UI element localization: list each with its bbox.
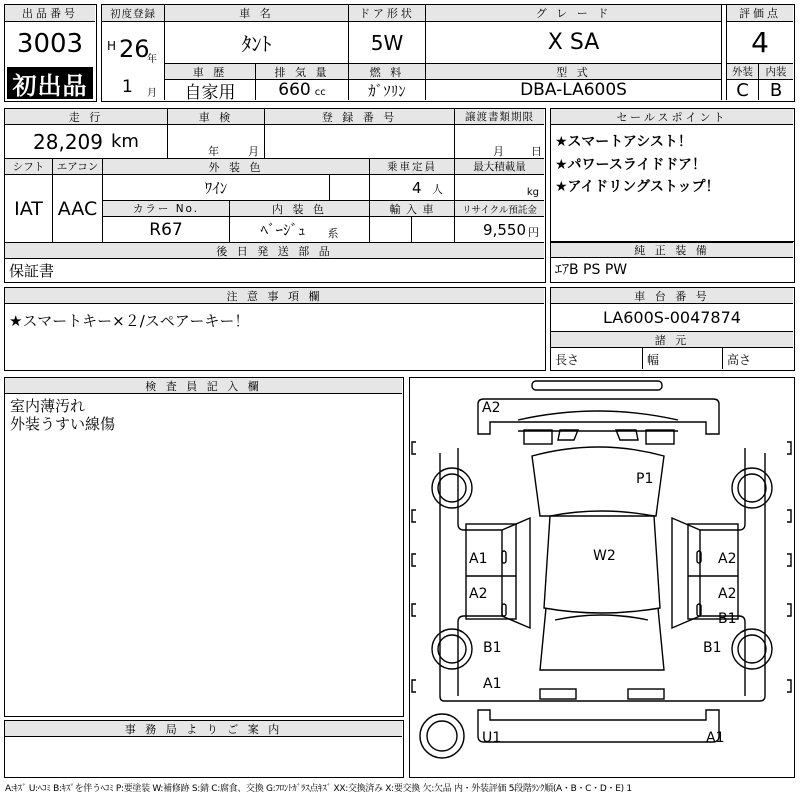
bracket [787, 442, 791, 454]
notes-label: 注 意 事 項 欄 [5, 288, 544, 304]
exterior-color: ﾜｲﾝ [103, 175, 330, 201]
office-box [4, 720, 404, 778]
left-door-panel [466, 524, 516, 619]
transfer-month-unit: 月 [493, 145, 504, 158]
mark-right-rear-door-2: B1 [703, 640, 722, 656]
right-b-pillar [672, 588, 700, 628]
mark-front-bumper: A2 [482, 400, 501, 416]
sales-point: ★スマートアシスト！ [555, 134, 692, 150]
details-box [4, 108, 546, 283]
car-diagram [410, 378, 793, 776]
bracket [787, 604, 791, 616]
right-door-panel [688, 524, 738, 619]
bracket [787, 510, 791, 522]
right-a-pillar [672, 518, 700, 588]
headlight-left [524, 430, 552, 444]
mileage-label: 走 行 [5, 109, 168, 125]
notes-box [4, 287, 546, 371]
fuel-label: 燃 料 [349, 64, 426, 80]
recycle-deposit [455, 217, 544, 243]
max-load [455, 175, 544, 201]
shift: IAT [5, 175, 53, 243]
import-box-1 [370, 217, 412, 243]
door-handle [697, 604, 701, 616]
door-handle [502, 604, 506, 616]
interior-score: B [769, 80, 783, 100]
inspector-note: 室内薄汚れ [10, 397, 86, 415]
mileage [5, 125, 168, 159]
bracket [412, 442, 416, 454]
bracket [412, 554, 416, 566]
interior-color-value: ﾍﾞｰｼﾞｭ [260, 221, 306, 239]
lot-number: 3003 [16, 29, 84, 59]
equipment-label: 純 正 装 備 [551, 242, 793, 258]
registration-month: 1 [122, 77, 133, 97]
score-label: 評価点 [726, 5, 793, 22]
interior-color-label: 内 装 色 [230, 201, 370, 217]
interior-color-unit: 系 [327, 226, 339, 240]
first-registration-month [102, 64, 165, 100]
bracket [412, 510, 416, 522]
bracket [412, 680, 416, 692]
inspector-notes [10, 397, 115, 433]
door-handle [697, 551, 701, 563]
car-name-label: 車 名 [165, 5, 349, 22]
vehicle-history: 自家用 [165, 80, 256, 100]
bracket [412, 604, 416, 616]
first-registration-year [102, 22, 165, 64]
inspection-label: 車 検 [168, 109, 265, 125]
year-unit: 年 [147, 54, 157, 64]
air-conditioner: AAC [53, 175, 103, 243]
lot-number-box [4, 4, 97, 102]
first-registration-label: 初度登録 [102, 5, 165, 22]
rear-glass [540, 608, 664, 670]
max-load-unit: kg [526, 187, 539, 198]
sales-points-list [555, 131, 719, 199]
mark-right-front-fender: A2 [718, 551, 737, 567]
capacity-label: 乗車定員 [370, 159, 455, 175]
length-label: 長さ [551, 348, 643, 369]
sales-point: ★パワースライドドア！ [555, 156, 707, 173]
shift-label: シフト [5, 159, 53, 175]
parts-to-ship: 保証書 [9, 261, 55, 280]
notes: ★スマートキー×２/スペアーキー！ [9, 312, 250, 330]
recycle-deposit-label: リサイクル預託金 [455, 201, 544, 217]
capacity-unit: 人 [432, 183, 443, 196]
displacement-value: 660 [278, 80, 311, 100]
registration-number-label: 登 録 番 号 [265, 109, 455, 125]
month-unit: 月 [147, 88, 157, 99]
body-outline [440, 453, 765, 701]
max-load-label: 最大積載量 [455, 159, 544, 175]
vehicle-header-box [101, 4, 795, 102]
mark-left-rear-door: B1 [483, 640, 502, 656]
mileage-value: 28,209 [33, 129, 103, 154]
legend: A:ｷｽﾞ U:ﾍｺﾐ B:ｷｽﾞを伴うﾍｺﾐ P:要塗装 W:補修跡 S:錆 C:腐食、交換 G:ﾌﾛﾝﾄｶﾞﾗｽ点ｷｽﾞ XX:交換済み X:要交換 欠:欠品 内・外装評価 5段階ﾗﾝｸ順(A・B・C・D・E) 1 [5, 784, 632, 794]
exterior-score: C [726, 80, 759, 100]
rear-bumper-shape [478, 710, 719, 742]
rear-glass-line [555, 615, 648, 620]
office-label: 事 務 局 よ り ご 案 内 [5, 721, 402, 737]
inspector-note: 外装うすい線傷 [10, 415, 116, 433]
fuel: ｶﾞｿﾘﾝ [349, 80, 426, 100]
transfer-deadline [455, 125, 544, 159]
car-name: ﾀﾝﾄ [165, 22, 349, 64]
door-label: ドア形状 [349, 5, 426, 22]
interior-score-label: 内装 [759, 64, 793, 80]
inspector-label: 検 査 員 記 入 欄 [5, 378, 402, 394]
equipment-box [550, 242, 795, 283]
front-panel-curve [518, 411, 678, 420]
equipment: ｴｱB PS PW [555, 262, 628, 278]
displacement [256, 80, 349, 100]
color-number-label: カラー No. [103, 201, 230, 217]
registration-number [265, 125, 455, 159]
lot-number-label: 出品番号 [5, 5, 95, 22]
history-label: 車 歴 [165, 64, 256, 80]
import-box-2 [412, 217, 455, 243]
exterior-color-label: 外 装 色 [103, 159, 370, 175]
rear-light-right [628, 689, 664, 699]
transfer-deadline-label: 譲渡書類期限 [455, 109, 544, 125]
color-number: R67 [103, 217, 230, 243]
grade-label: グ レ ー ド [426, 5, 722, 22]
transfer-day-unit: 日 [531, 145, 542, 158]
door-handle [502, 551, 506, 563]
chassis-number: LA600S-0047874 [551, 304, 793, 332]
score: 4 [726, 22, 793, 64]
grade: X SA [426, 22, 722, 64]
registration-year: 26 [119, 35, 150, 63]
inspection-date [168, 125, 265, 159]
door-type: 5W [349, 22, 426, 64]
capacity [370, 175, 455, 201]
inspection-month-unit: 月 [248, 145, 259, 158]
mark-hood: P1 [636, 471, 654, 487]
sales-points-box [550, 108, 795, 242]
recycle-deposit-value: 9,550 [483, 220, 526, 239]
era: H [107, 39, 117, 53]
headlight-right [646, 430, 674, 444]
sales-point: ★アイドリングストップ！ [555, 179, 720, 195]
height-label: 高さ [727, 353, 752, 367]
mark-left-rear-fender: A1 [483, 676, 502, 692]
ac-label: エアコン [53, 159, 103, 175]
mark-right-rear-door: B1 [718, 611, 737, 627]
front-bar-shape [532, 381, 662, 390]
capacity-value: 4 [412, 179, 422, 197]
specs-label: 諸 元 [551, 332, 793, 348]
inspector-box [4, 377, 404, 717]
bracket [787, 680, 791, 692]
model-label: 型 式 [426, 64, 722, 80]
import-label: 輸 入 車 [370, 201, 455, 217]
chassis-number-label: 車 台 番 号 [551, 288, 793, 304]
rear-light-left [540, 689, 576, 699]
exterior-color-extra [330, 175, 370, 201]
displacement-unit: cc [314, 86, 326, 98]
bracket [787, 554, 791, 566]
mark-rear-right: A1 [706, 730, 725, 746]
left-side [458, 448, 502, 696]
chassis-box [550, 287, 795, 371]
recycle-deposit-unit: 円 [528, 225, 539, 239]
car-diagram-box [409, 377, 795, 778]
interior-color [230, 217, 370, 243]
parts-label: 後 日 発 送 部 品 [5, 243, 544, 259]
inspection-year-unit: 年 [208, 145, 219, 158]
width-label: 幅 [643, 348, 723, 369]
exterior-score-label: 外装 [726, 64, 759, 80]
mileage-unit: km [111, 131, 139, 152]
mark-left-front-fender: A1 [469, 551, 488, 567]
sales-points-label: セールスポイント [551, 109, 793, 125]
mark-right-front-door: A2 [718, 586, 737, 602]
front-bumper-shape [478, 399, 719, 434]
model-code: DBA-LA600S [426, 80, 722, 100]
displacement-label: 排 気 量 [256, 64, 349, 80]
first-listing-badge: 初出品 [7, 67, 93, 99]
mark-roof: W2 [593, 548, 616, 564]
mark-rear-left: U1 [482, 730, 502, 746]
mark-left-front-door: A2 [469, 586, 488, 602]
